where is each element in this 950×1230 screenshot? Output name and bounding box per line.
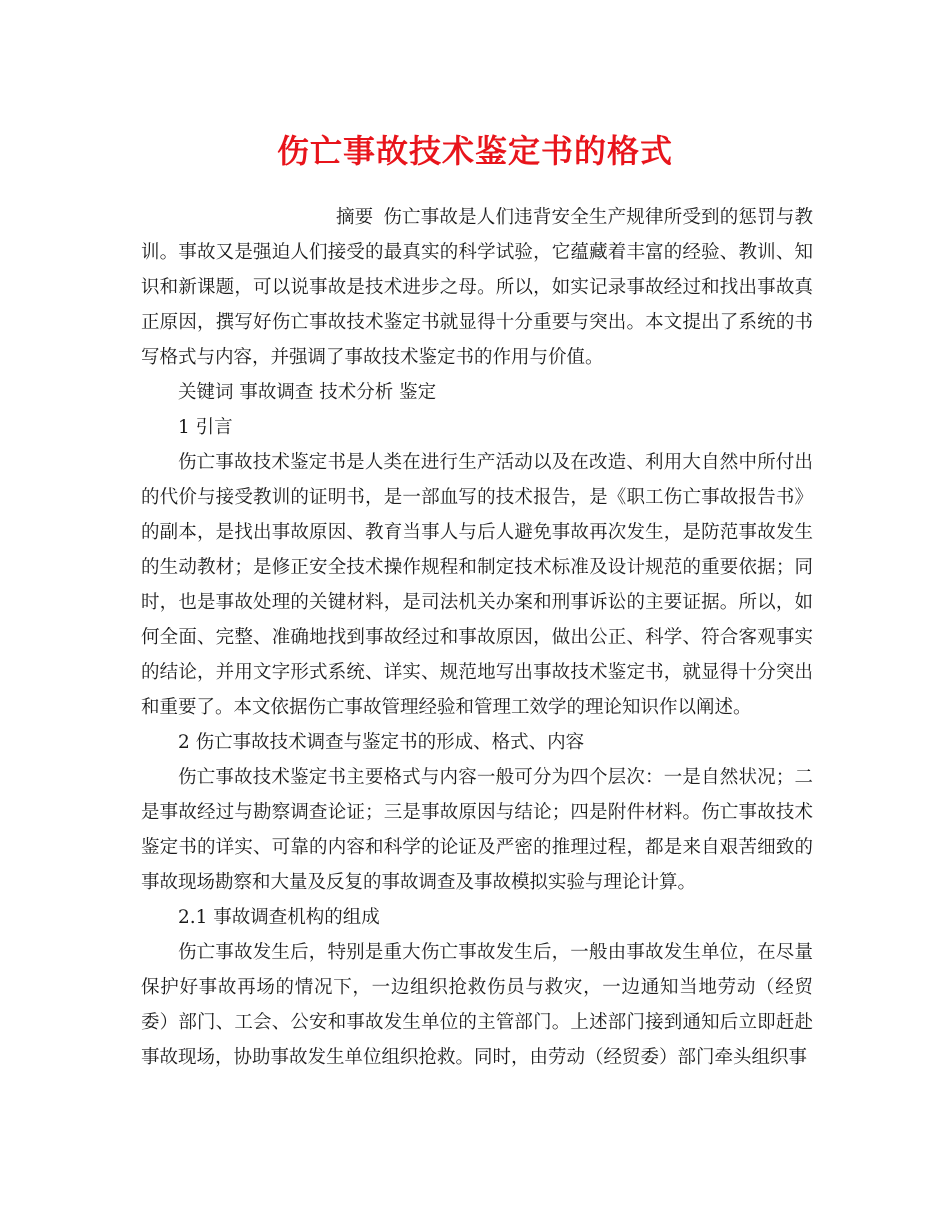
section-1-paragraph: 伤亡事故技术鉴定书是人类在进行生产活动以及在改造、利用大自然中所付出的代价与接受教训的证明书，是一部血写的技术报告，是《职工伤亡事故报告书》的副本，是找出事故原因、教育当事人与后人避免事故再次发生，是防范事故发生的生动教材；是修正安全技术操作规程和制定技术标准及设计规范的重要依据；同时，也是事故处理的关键材料，是司法机关办案和刑事诉讼的主要证据。所以，如何全面、完整、准确地找到事故经过和事故原因，做出公正、科学、符合客观事实的结论，并用文字形式系统、详实、规范地写出事故技术鉴定书，就显得十分突出和重要了。本文依据伤亡事故管理经验和管理工效学的理论知识作以阐述。 [141, 452, 813, 718]
abstract-text: 伤亡事故是人们违背安全生产规律所受到的惩罚与教训。事故又是强迫人们接受的最真实的科学试验，它蕴藏着丰富的经验、教训、知识和新课题，可以说事故是技术进步之母。所以，如实记录事故经过和找出事故真正原因，撰写好伤亡事故技术鉴定书就显得十分重要与突出。本文提出了系统的书写格式与内容，并强调了事故技术鉴定书的作用与价值。 [141, 207, 813, 368]
abstract-label: 摘要 [336, 207, 374, 228]
document-body [141, 200, 813, 1075]
section-2-paragraph: 伤亡事故技术鉴定书主要格式与内容一般可分为四个层次：一是自然状况；二是事故经过与勘察调查论证；三是事故原因与结论；四是附件材料。伤亡事故技术鉴定书的详实、可靠的内容和科学的论证及严密的推理过程，都是来自艰苦细致的事故现场勘察和大量及反复的事故调查及事故模拟实验与理论计算。 [141, 767, 813, 893]
abstract-paragraph [141, 200, 813, 375]
keywords-line: 关键词 事故调查 技术分析 鉴定 [178, 382, 437, 403]
document-title: 伤亡事故技术鉴定书的格式 [276, 132, 673, 170]
section-1-heading: 1 引言 [178, 417, 233, 438]
section-2-1-paragraph: 伤亡事故发生后，特别是重大伤亡事故发生后，一般由事故发生单位，在尽量保护好事故再场的情况下，一边组织抢救伤员与救灾，一边通知当地劳动（经贸委）部门、工会、公安和事故发生单位的主管部门。上述部门接到通知后立即赶赴事故现场，协助事故发生单位组织抢救。同时，由劳动（经贸委）部门牵头组织事 [141, 942, 813, 1068]
section-2-heading: 2 伤亡事故技术调查与鉴定书的形成、格式、内容 [178, 732, 585, 753]
section-2-1-heading: 2.1 事故调查机构的组成 [178, 907, 380, 928]
